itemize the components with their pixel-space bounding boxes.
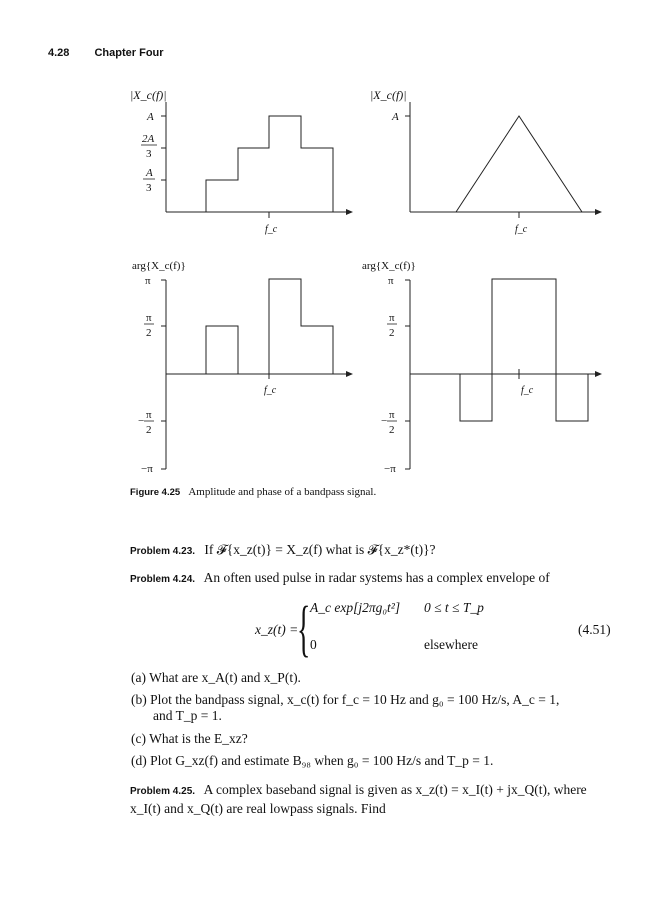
figure-caption [130,486,376,498]
caption-text: Amplitude and phase of a bandpass signal. [188,486,377,498]
tick-label-pi-half-num: π [389,312,395,324]
tick-label-den: 3 [146,148,152,160]
equation-row1-expr: A_c exp[j2πg₀t²] [310,600,401,615]
tick-label-pi-half-num: π [389,409,395,421]
chapter-title: Chapter Four [94,47,164,59]
problem-4-24 [130,569,620,588]
tick-label-half-den: 2 [146,327,152,339]
item-b-line1: (b) Plot the bandpass signal, x_c(t) for f_c = 10 Hz and g₀ = 100 Hz/s, A_c = 1, [131,692,560,707]
tick-label-A-num: A [146,167,153,179]
problem-label: Problem 4.23. [130,546,196,557]
equation-brace: { [297,595,311,663]
caption-label: Figure 4.25 [130,487,181,498]
tick-label-2A-num: 2A [142,133,155,145]
tick-label-half-den: 2 [389,327,395,339]
phase-pulse-2 [269,279,333,374]
tick-label-pi-half-num: π [146,312,152,324]
magnitude-triangle [456,116,582,212]
equation-lhs: x_z(t) = [255,622,299,637]
problem-text-1: A complex baseband signal is given as x_z(t) = x_I(t) + jx_Q(t), where [203,782,587,797]
plot-magnitude-left [161,102,352,218]
plot-magnitude-right [405,102,601,218]
problem-text: An often used pulse in radar systems has a complex envelope of [203,570,550,585]
phase-waveform [460,279,588,421]
mag-left-label: |X_c(f)| [130,88,167,102]
problem-label: Problem 4.24. [130,574,196,585]
page-number: 4.28 [48,47,70,59]
fc-label: f_c [515,224,528,235]
problem-text: If 𝓕{x_z(t)} = X_z(f) what is 𝓕{x_z*(t)}? [204,542,436,557]
problem-text-2: x_I(t) and x_Q(t) are real lowpass signals. Find [130,801,386,816]
fc-label: f_c [521,385,534,396]
problem-4-25 [130,781,620,817]
item-c: (c) What is the E_xz? [131,731,248,746]
tick-label-pi: π [145,275,151,287]
equation-number: (4.51) [578,622,611,637]
item-b [131,692,621,724]
plot-phase-left [161,279,352,469]
tick-label-minus: − [138,415,145,427]
tick-label-neg-pi: −π [141,463,153,475]
item-b-line2: and T_p = 1. [153,708,222,723]
fc-label: f_c [264,385,277,396]
tick-label-neg-pi: −π [384,463,396,475]
tick-label-pi: π [388,275,394,287]
mag-right-label: |X_c(f)| [370,88,407,102]
plot-phase-right [405,279,601,469]
equation-row2-cond: elsewhere [424,637,478,652]
phase-right-label: arg{X_c(f)} [362,260,416,272]
item-d: (d) Plot G_xz(f) and estimate B₉₈ when g₀ = 100 Hz/s and T_p = 1. [131,753,494,768]
tick-label-half-den: 2 [389,424,395,436]
magnitude-staircase [206,116,333,212]
tick-label-A: A [147,111,154,123]
tick-label-half-den: 2 [146,424,152,436]
item-a: (a) What are x_A(t) and x_P(t). [131,670,301,685]
problem-4-23 [130,541,620,560]
phase-pulse-1 [206,326,238,374]
equation-row2-expr: 0 [310,637,317,652]
tick-label-A: A [392,111,399,123]
fc-label: f_c [265,224,278,235]
problem-label: Problem 4.25. [130,786,196,797]
tick-label-minus: − [381,415,388,427]
tick-label-pi-half-num: π [146,409,152,421]
phase-left-label: arg{X_c(f)} [132,260,186,272]
tick-label-den: 3 [146,182,152,194]
equation-row1-cond: 0 ≤ t ≤ T_p [424,600,484,615]
